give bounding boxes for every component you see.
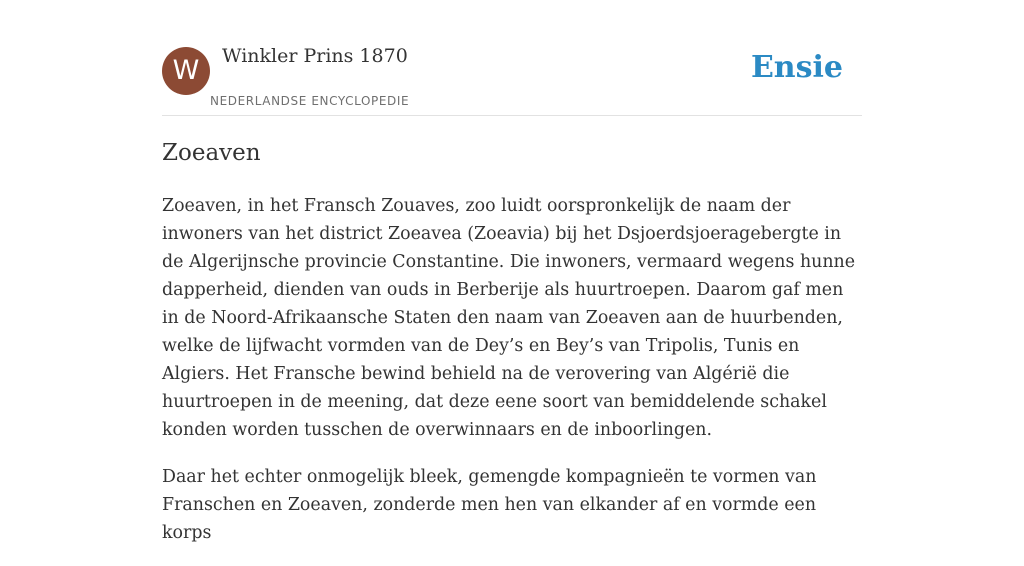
source-header bbox=[162, 0, 862, 116]
ensie-logo-link[interactable]: Ensie bbox=[750, 50, 843, 85]
source-subtitle: NEDERLANDSE ENCYCLOPEDIE bbox=[210, 94, 410, 108]
paragraph-1: Zoeaven, in het Fransch Zouaves, zoo luidt oorspronkelijk de naam der inwoners van het district Zoeavea (Zoeavia) bij het Dsjoerdsjoeragebergte in de Algerijnsche provincie Constantine. Die inwoners, vermaard wegens hunne dapperheid, dienden van ouds in Berberije als huurtroepen. Daarom gaf men in de Noord-Afrikaansche Staten den naam van Zoeaven aan de huurbenden, welke de lijfwacht vormden van de Dey’s en Bey’s van Tripolis, Tunis en Algiers. Het Fransche bewind behield na de verovering van Algérië die huurtroepen in de meening, dat deze eene soort van bemiddelende schakel konden worden tusschen de overwinnaars en de inboorlingen. bbox=[162, 196, 856, 440]
article-page bbox=[162, 0, 862, 543]
entry-body bbox=[162, 192, 862, 566]
paragraph-2: Daar het echter onmogelijk bleek, gemengde kompagnieën te vormen van Franschen en Zoeaven, zonderde men hen van elkander af en vormde een korps bbox=[162, 467, 817, 543]
avatar[interactable]: W bbox=[162, 47, 210, 95]
source-title[interactable]: Winkler Prins 1870 bbox=[222, 45, 408, 67]
page-title: Zoeaven bbox=[162, 140, 261, 166]
